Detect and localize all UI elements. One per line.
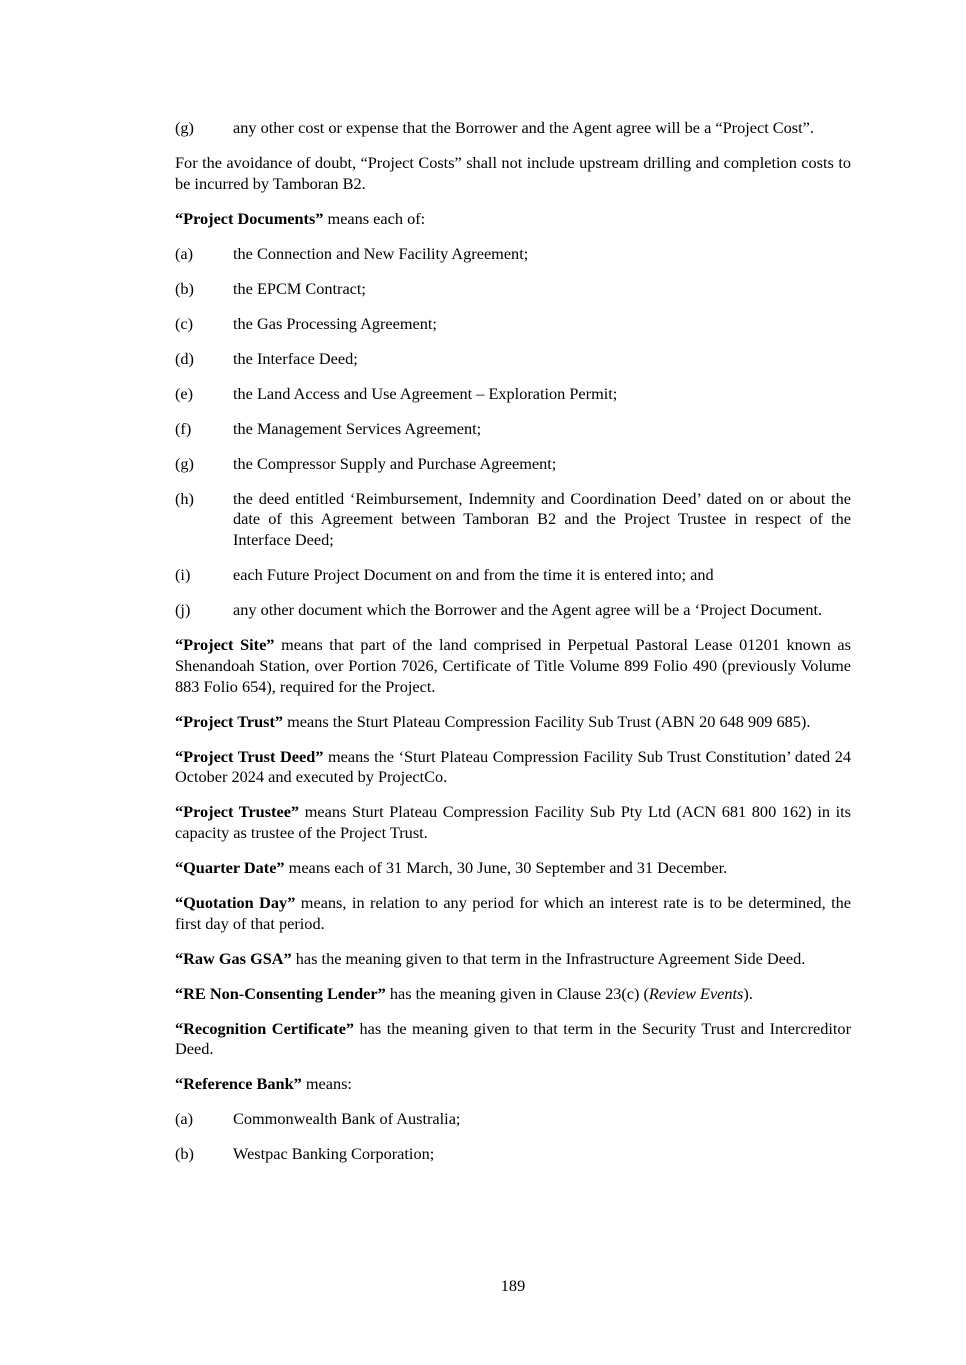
- list-item: [175, 244, 851, 265]
- definition-term: “Project Documents”: [175, 208, 324, 228]
- definition-text: has the meaning given in Clause 23(c) (: [385, 983, 649, 1003]
- definition-text: ).: [743, 983, 753, 1003]
- definition-re-non-consenting-lender: [175, 984, 851, 1005]
- list-item: [175, 349, 851, 370]
- list-item: [175, 454, 851, 475]
- definition-recognition-certificate: [175, 1019, 851, 1060]
- definition-text: has the meaning given to that term in the Infrastructure Agreement Side Deed.: [291, 948, 806, 968]
- definition-quarter-date: [175, 858, 851, 879]
- definition-text: means that part of the land comprised in Perpetual Pastoral Lease 01201 known as Shenandoah Station, over Portion 7026, Certificate of Title Volume 899 Folio 490 (previously Volume 883 Folio 654), required for the Project.: [175, 635, 851, 696]
- definition-text: means each of 31 March, 30 June, 30 September and 31 December.: [284, 857, 728, 877]
- list-item-text: Commonwealth Bank of Australia;: [233, 1109, 461, 1129]
- list-item: [175, 489, 851, 551]
- list-item-text: any other document which the Borrower and the Agent agree will be a ‘Project Document.: [233, 600, 823, 620]
- definition-term: “Project Trust”: [175, 711, 284, 731]
- list-item-text: the deed entitled ‘Reimbursement, Indemnity and Coordination Deed’ dated on or about the date of this Agreement between Tamboran B2 and the Project Trustee in respect of the Interface Deed;: [233, 488, 851, 550]
- list-item-label: (h): [175, 488, 194, 508]
- definition-text: means the Sturt Plateau Compression Facility Sub Trust (ABN 20 648 909 685).: [283, 711, 811, 731]
- page-number: 189: [500, 1276, 526, 1295]
- definition-quotation-day: [175, 893, 851, 934]
- list-item: [175, 565, 851, 586]
- definition-term: “Quarter Date”: [175, 857, 285, 877]
- definition-project-documents: [175, 209, 851, 230]
- list-item-label: (b): [175, 1144, 194, 1164]
- definition-project-trust-deed: [175, 747, 851, 788]
- list-item-label: (j): [175, 600, 191, 620]
- definition-term: “Project Trustee”: [175, 802, 300, 822]
- list-item: [175, 279, 851, 300]
- definition-term: “Project Site”: [175, 635, 275, 655]
- list-item-text: each Future Project Document on and from the time it is entered into; and: [233, 565, 714, 585]
- definition-project-trustee: [175, 802, 851, 843]
- definition-text: has the meaning given to that term in the Security Trust and Intercreditor Deed.: [175, 1018, 851, 1059]
- list-item-label: (i): [175, 565, 191, 585]
- definition-term: “Quotation Day”: [175, 892, 296, 912]
- definition-term: “RE Non-Consenting Lender”: [175, 983, 386, 1003]
- list-item-project-cost-g: [175, 118, 851, 139]
- definition-term: “Recognition Certificate”: [175, 1018, 355, 1038]
- list-item-text: the Compressor Supply and Purchase Agreement;: [233, 453, 557, 473]
- list-item-label: (a): [175, 243, 194, 263]
- definition-term: “Raw Gas GSA”: [175, 948, 292, 968]
- list-item: [175, 419, 851, 440]
- list-item: [175, 600, 851, 621]
- definition-reference-bank: [175, 1074, 851, 1095]
- list-item: [175, 1144, 851, 1165]
- definition-text: means:: [301, 1074, 352, 1094]
- list-item-text: the Gas Processing Agreement;: [233, 313, 437, 333]
- list-item-text: any other cost or expense that the Borrower and the Agent agree will be a “Project Cost”.: [233, 118, 814, 137]
- definition-text-italic: Review Events: [648, 983, 744, 1003]
- definition-raw-gas-gsa: [175, 949, 851, 970]
- definition-project-trust: [175, 712, 851, 733]
- definition-term: “Reference Bank”: [175, 1074, 302, 1094]
- list-item-text: the EPCM Contract;: [233, 278, 366, 298]
- list-item-label: (b): [175, 278, 194, 298]
- list-item: [175, 384, 851, 405]
- list-item: [175, 1109, 851, 1130]
- list-item-text: the Management Services Agreement;: [233, 418, 482, 438]
- paragraph-avoidance-of-doubt: For the avoidance of doubt, “Project Costs” shall not include upstream drilling and completion costs to be incurred by Tamboran B2.: [175, 153, 851, 193]
- list-item-text: the Interface Deed;: [233, 348, 358, 368]
- list-item-label: (g): [175, 118, 194, 137]
- page-content: [175, 118, 851, 1179]
- list-item-text: Westpac Banking Corporation;: [233, 1144, 435, 1164]
- definition-text: means, in relation to any period for which an interest rate is to be determined, the first day of that period.: [175, 892, 851, 933]
- definition-term: “Project Trust Deed”: [175, 746, 324, 766]
- list-item-label: (a): [175, 1109, 194, 1129]
- list-item-label: (g): [175, 453, 194, 473]
- list-item-label: (f): [175, 418, 192, 438]
- list-item-label: (e): [175, 383, 194, 403]
- definition-text: means each of:: [323, 208, 426, 228]
- list-item-label: (c): [175, 313, 194, 333]
- list-item-text: the Land Access and Use Agreement – Exploration Permit;: [233, 383, 618, 403]
- list-item-text: the Connection and New Facility Agreement;: [233, 243, 529, 263]
- list-item: [175, 314, 851, 335]
- definition-text: means the ‘Sturt Plateau Compression Facility Sub Trust Constitution’ dated 24 October 2024 and executed by ProjectCo.: [175, 746, 851, 787]
- definition-text: means Sturt Plateau Compression Facility Sub Pty Ltd (ACN 681 800 162) in its capacity as trustee of the Project Trust.: [175, 802, 851, 842]
- definition-project-site: [175, 635, 851, 697]
- list-item-label: (d): [175, 348, 194, 368]
